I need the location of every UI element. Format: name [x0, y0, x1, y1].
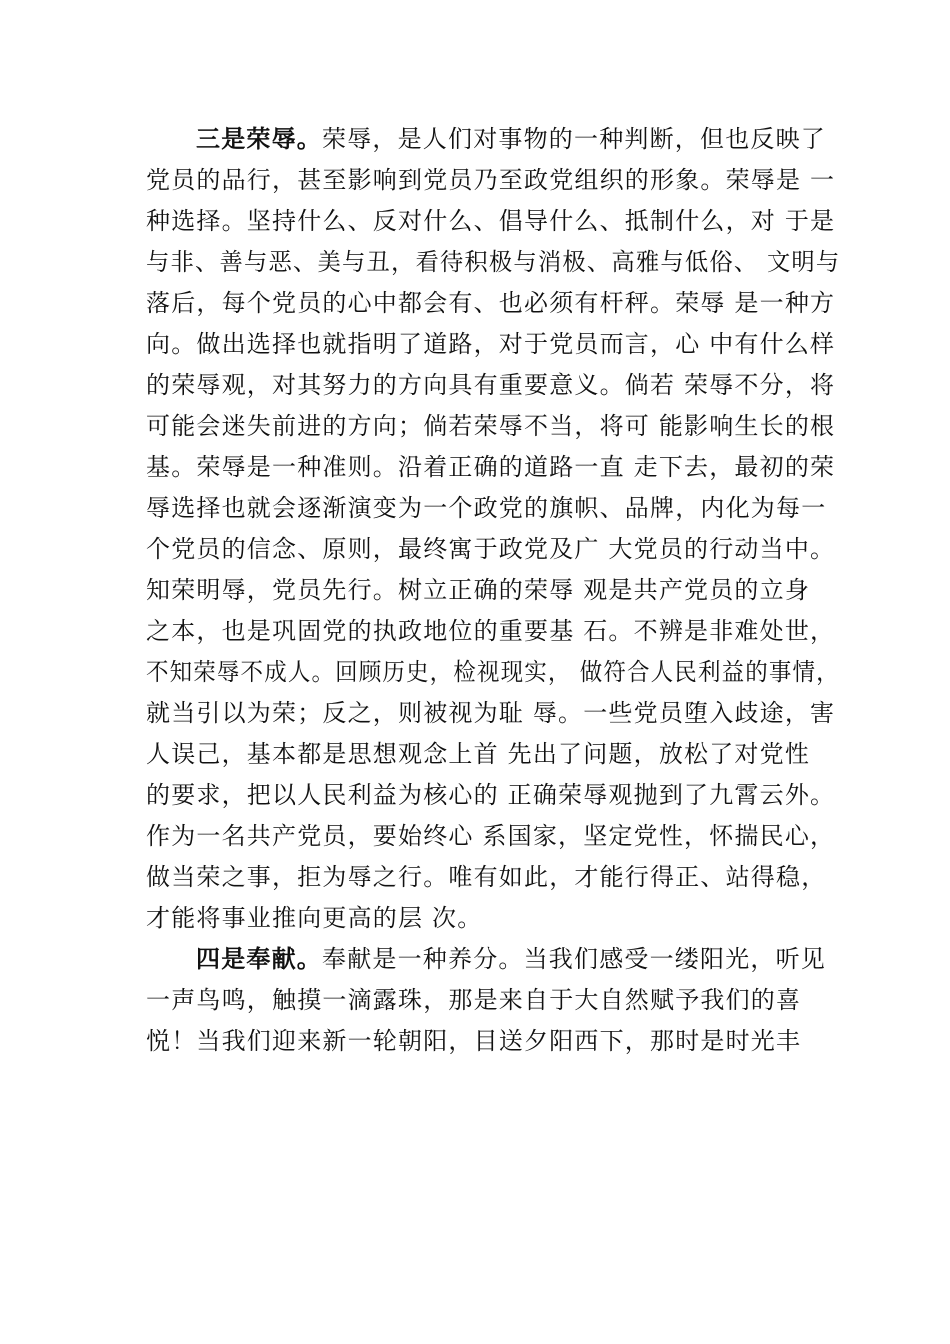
- text-line: 党员的品行，甚至影响到党员乃至政党组织的形象。荣辱是 一: [146, 166, 836, 194]
- paragraph-lead-heading: 四是奉献。: [196, 945, 322, 973]
- text-line: 悦！当我们迎来新一轮朝阳，目送夕阳西下，那时是时光丰: [146, 1027, 802, 1055]
- paragraph-lead-heading: 三是荣辱。: [196, 125, 322, 153]
- text-line: 落后，每个党员的心中都会有、也必须有杆秤。荣辱 是一种方: [146, 289, 836, 317]
- text-line: 做当荣之事，拒为辱之行。唯有如此，才能行得正、站得稳，: [146, 863, 827, 891]
- text-line: 人误己，基本都是思想观念上首 先出了问题，放松了对党性: [146, 740, 811, 768]
- text-line: 与非、善与恶、美与丑，看待积极与消极、高雅与低俗、 文明与: [146, 248, 841, 276]
- text-line: 的荣辱观，对其努力的方向具有重要意义。倘若 荣辱不分，将: [146, 371, 836, 399]
- text-line: [196, 124, 826, 154]
- text-line: 一声鸟鸣，触摸一滴露珠，那是来自于大自然赋予我们的喜: [146, 986, 802, 1014]
- text-line: 作为一名共产党员，要始终心 系国家，坚定党性，怀揣民心，: [146, 822, 836, 850]
- text-line: 之本，也是巩固党的执政地位的重要基 石。不辨是非难处世，: [146, 617, 836, 645]
- line-text: 荣辱，是人们对事物的一种判断，但也反映了: [322, 125, 826, 153]
- line-text: 奉献是一种养分。当我们感受一缕阳光，听见: [322, 945, 826, 973]
- text-line: [196, 944, 826, 974]
- text-line: 可能会迷失前进的方向；倘若荣辱不当，将可 能影响生长的根: [146, 412, 836, 440]
- text-line: 就当引以为荣；反之，则被视为耻 辱。一些党员堕入歧途，害: [146, 699, 836, 727]
- text-line: 不知荣辱不成人。回顾历史，检视现实， 做符合人民利益的事情，: [146, 658, 840, 686]
- text-line: 基。荣辱是一种准则。沿着正确的道路一直 走下去，最初的荣: [146, 453, 836, 481]
- text-line: 知荣明辱，党员先行。树立正确的荣辱 观是共产党员的立身: [146, 576, 811, 604]
- text-line: 辱选择也就会逐渐演变为一个政党的旗帜、品牌，内化为每一: [146, 494, 827, 522]
- text-line: 才能将事业推向更高的层 次。: [146, 904, 483, 932]
- text-line: 个党员的信念、原则，最终寓于政党及广 大党员的行动当中。: [146, 535, 836, 563]
- text-line: 种选择。坚持什么、反对什么、倡导什么、抵制什么，对 于是: [146, 207, 836, 235]
- text-line: 向。做出选择也就指明了道路，对于党员而言，心 中有什么样: [146, 330, 836, 358]
- text-line: 的要求，把以人民利益为核心的 正确荣辱观抛到了九霄云外。: [146, 781, 836, 809]
